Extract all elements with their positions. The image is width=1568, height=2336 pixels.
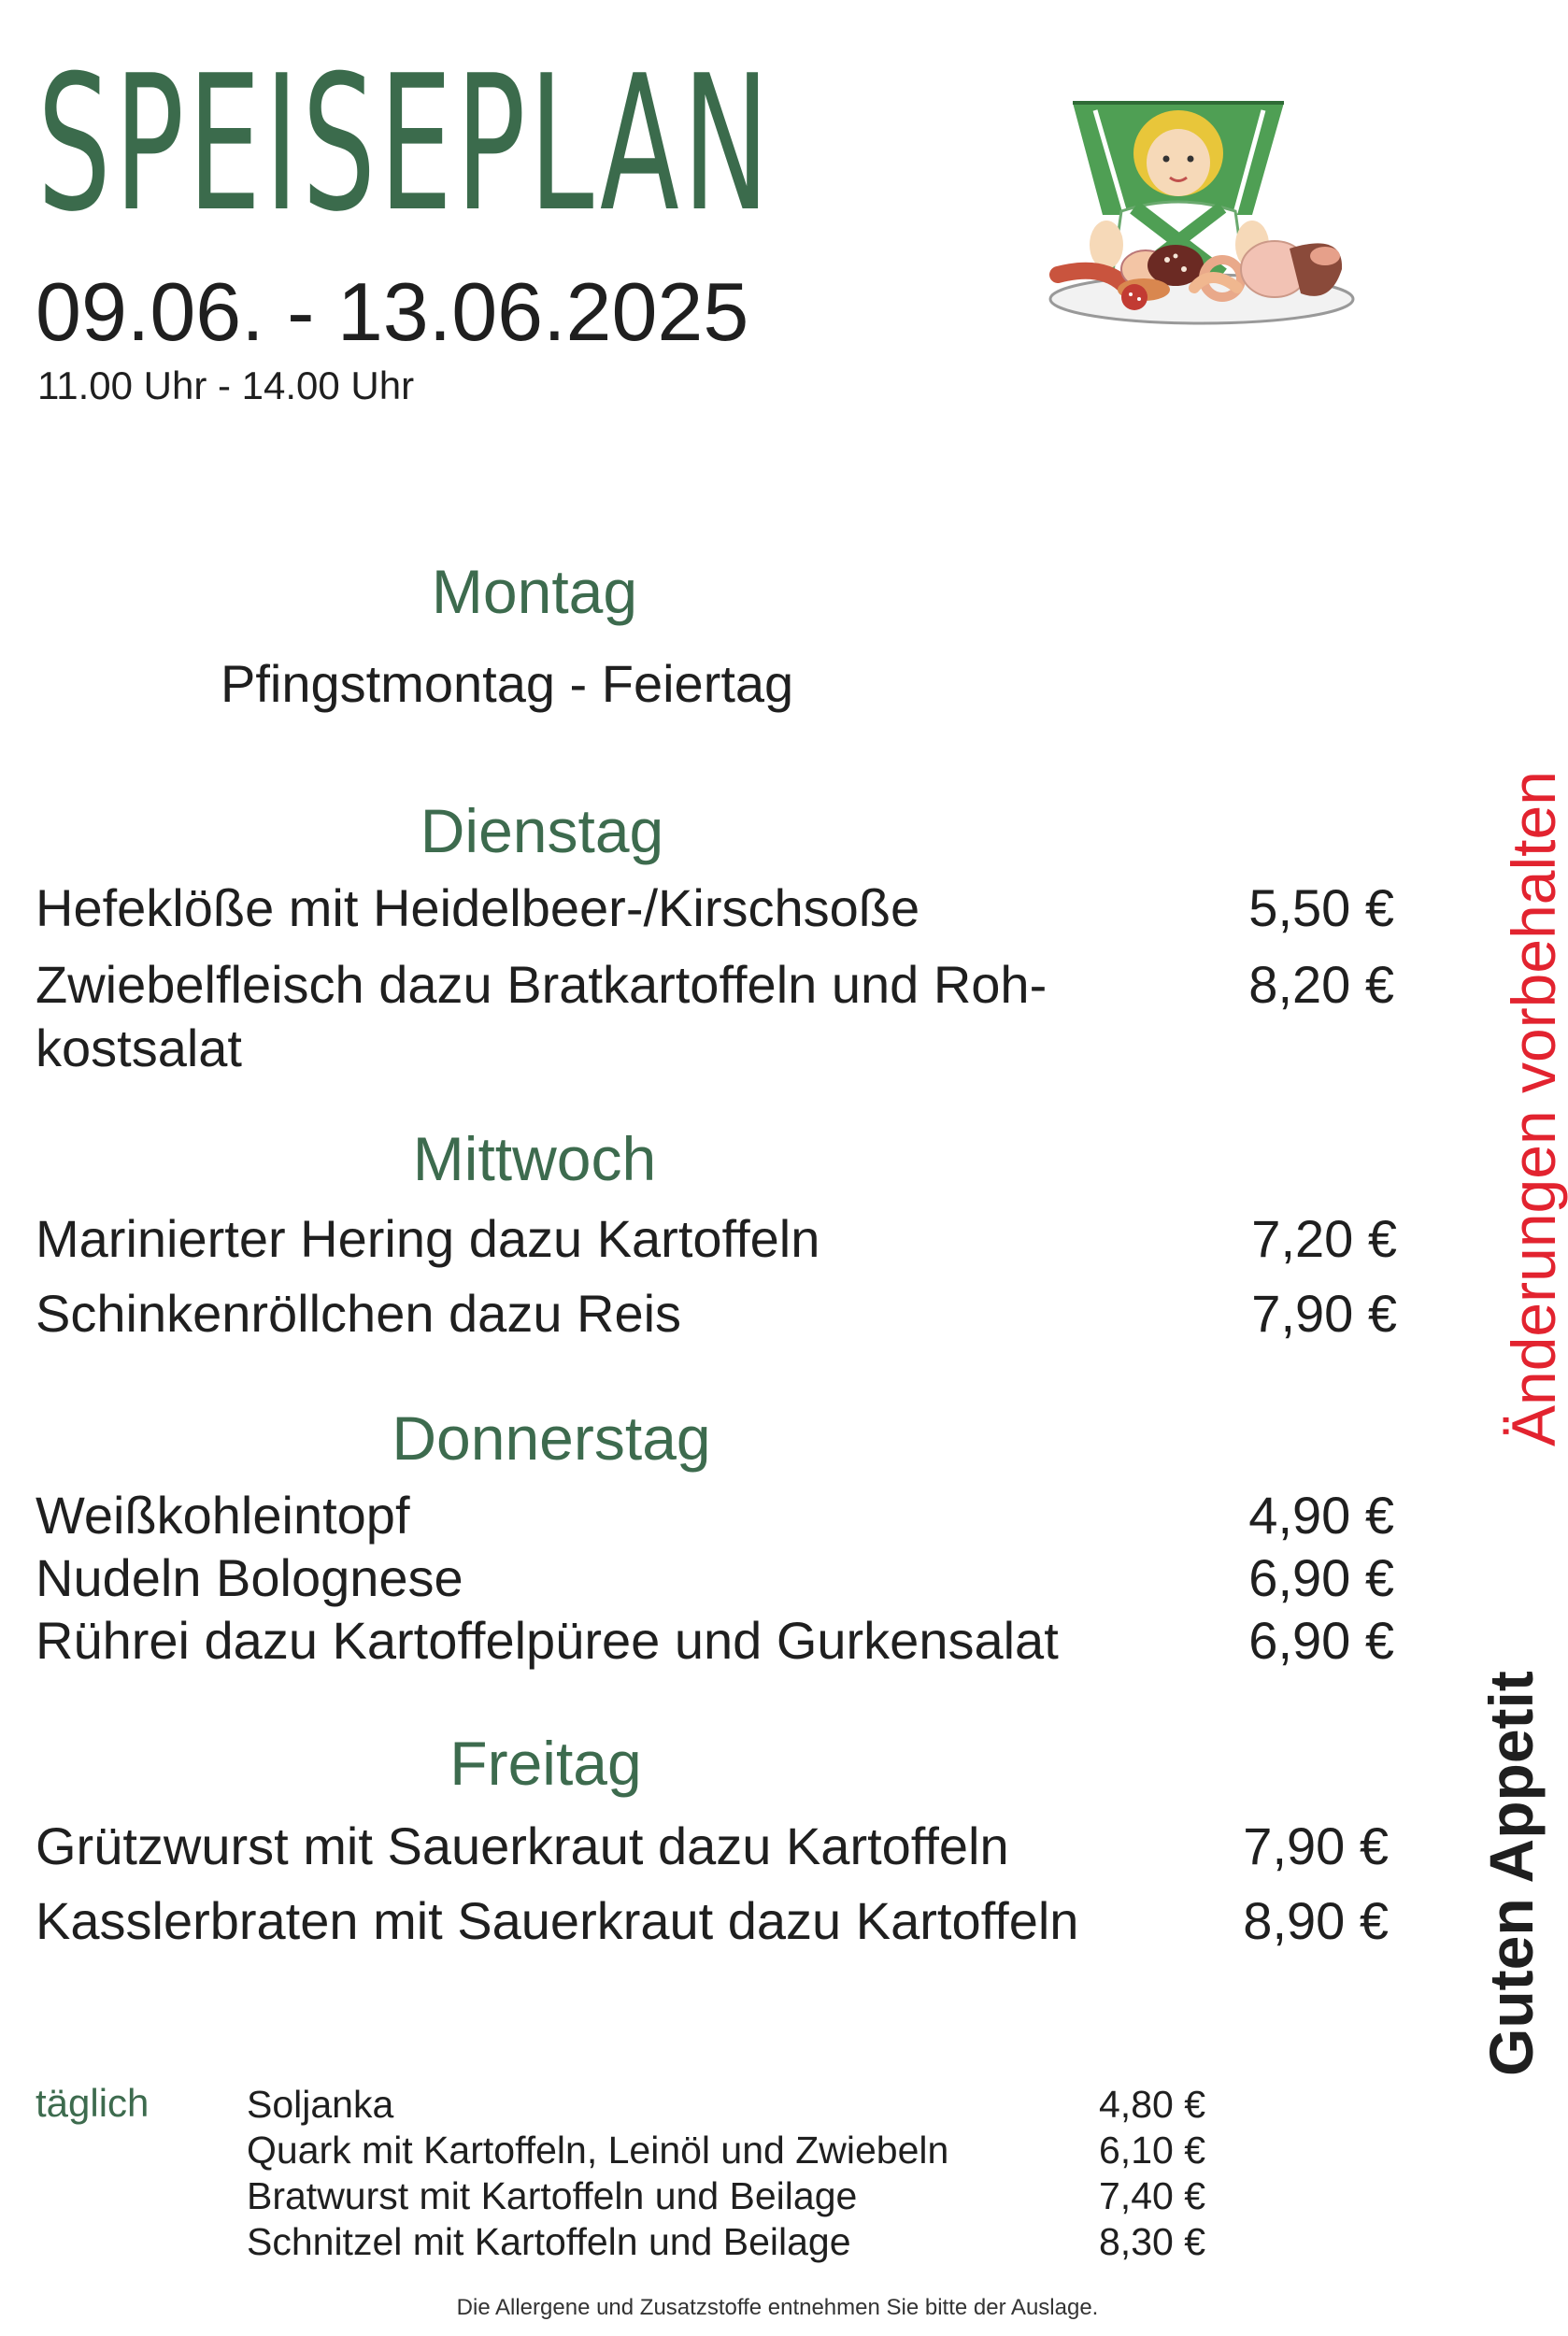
holiday-note: Pfingstmontag - Feiertag	[221, 654, 794, 713]
day-heading-freitag: Freitag	[449, 1729, 642, 1798]
dish-price: 8,90 €	[1243, 1891, 1389, 1950]
day-heading-montag: Montag	[431, 557, 638, 626]
dish-name: Rührei dazu Kartoffelpüree und Gurkensalat	[36, 1611, 1059, 1670]
opening-hours: 11.00 Uhr - 14.00 Uhr	[37, 363, 415, 407]
dish-name: Kasslerbraten mit Sauerkraut dazu Kartoffeln	[36, 1891, 1079, 1950]
daily-label: täglich	[36, 2081, 150, 2125]
date-range: 09.06. - 13.06.2025	[36, 265, 749, 358]
dish-name: Marinierter Hering dazu Kartoffeln	[36, 1209, 820, 1268]
daily-item-price: 4,80 €	[1099, 2083, 1205, 2126]
changes-notice: Änderungen vorbehalten	[1499, 771, 1568, 1446]
dish-name: Hefeklöße mit Heidelbeer-/Kirschsoße	[36, 878, 920, 937]
day-heading-mittwoch: Mittwoch	[412, 1124, 657, 1193]
dish-name: Zwiebelfleisch dazu Bratkartoffeln und Roh-	[36, 955, 1048, 1014]
greeting: Guten Appetit	[1476, 1671, 1546, 2076]
dish-price: 8,20 €	[1248, 955, 1394, 1014]
dish-price: 6,90 €	[1248, 1548, 1394, 1607]
daily-item-name: Soljanka	[247, 2083, 394, 2126]
day-heading-dienstag: Dienstag	[420, 796, 664, 865]
dish-price: 4,90 €	[1248, 1486, 1394, 1545]
daily-item-name: Schnitzel mit Kartoffeln und Beilage	[247, 2220, 851, 2263]
page-title: SPEISEPLAN	[37, 36, 773, 253]
daily-item-name: Quark mit Kartoffeln, Leinöl und Zwiebeln	[247, 2129, 949, 2172]
dish-name-continued: kostsalat	[36, 1018, 242, 1077]
daily-item-price: 8,30 €	[1099, 2220, 1205, 2263]
dish-price: 5,50 €	[1248, 878, 1394, 937]
dish-price: 7,90 €	[1243, 1816, 1389, 1875]
dish-name: Nudeln Bolognese	[36, 1548, 463, 1607]
dish-name: Grützwurst mit Sauerkraut dazu Kartoffeln	[36, 1816, 1009, 1875]
daily-item-name: Bratwurst mit Kartoffeln und Beilage	[247, 2174, 858, 2217]
day-heading-donnerstag: Donnerstag	[392, 1403, 711, 1473]
daily-item-price: 7,40 €	[1099, 2174, 1205, 2217]
dish-price: 7,20 €	[1251, 1209, 1397, 1268]
butcher-girl-with-sausage-platter-icon	[1045, 92, 1368, 333]
dish-price: 6,90 €	[1248, 1611, 1394, 1670]
daily-item-price: 6,10 €	[1099, 2129, 1205, 2172]
allergen-footer-note: Die Allergene und Zusatzstoffe entnehmen Sie bitte der Auslage.	[456, 2295, 1099, 2320]
dish-name: Schinkenröllchen dazu Reis	[36, 1284, 682, 1343]
dish-price: 7,90 €	[1251, 1284, 1397, 1343]
dish-name: Weißkohleintopf	[36, 1486, 410, 1545]
